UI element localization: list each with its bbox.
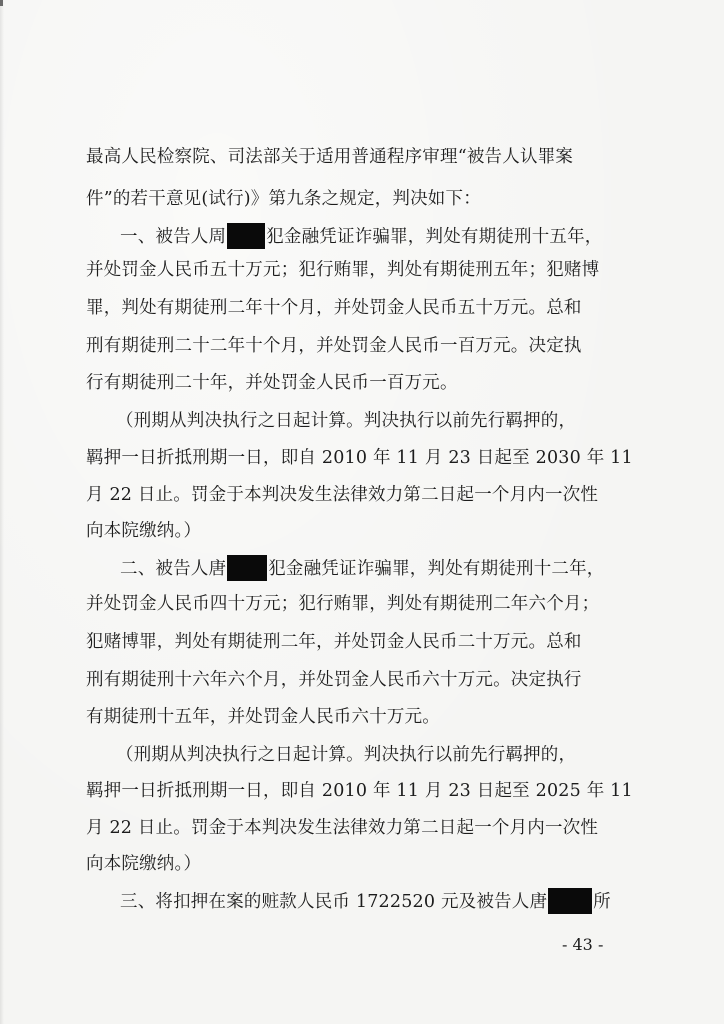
text-line: 有期徒刑十五年，并处罚金人民币六十万元。 bbox=[86, 707, 440, 727]
text-line: 羁押一日折抵刑期一日，即自 2010 年 11 月 23 日起至 2030 年 11 bbox=[86, 448, 633, 468]
text-line: （刑期从判决执行之日起计算。判决执行以前先行羁押的， bbox=[116, 411, 577, 431]
text-line: 罪，判处有期徒刑二年十个月，并处罚金人民币五十万元。总和 bbox=[86, 298, 582, 318]
text-segment: 三、将扣押在案的赃款人民币 1722520 元及被告人唐 bbox=[120, 892, 548, 912]
redaction-block bbox=[548, 888, 592, 914]
text-line: 行有期徒刑二十年，并处罚金人民币一百万元。 bbox=[86, 373, 458, 393]
text-segment: 二、被告人唐 bbox=[120, 559, 227, 579]
redaction-block bbox=[227, 223, 265, 249]
text-line: 月 22 日止。罚金于本判决发生法律效力第二日起一个月内一次性 bbox=[86, 818, 599, 838]
scan-artifact bbox=[0, 0, 3, 6]
text-segment: 所 bbox=[593, 892, 611, 912]
text-line-with-redaction bbox=[120, 223, 603, 249]
text-line: 月 22 日止。罚金于本判决发生法律效力第二日起一个月内一次性 bbox=[86, 485, 599, 505]
page-number: - 43 - bbox=[562, 935, 604, 954]
text-line: 刑有期徒刑二十二年十个月，并处罚金人民币一百万元。决定执 bbox=[86, 336, 582, 356]
text-segment: 一、被告人周 bbox=[120, 227, 227, 247]
text-line: （刑期从判决执行之日起计算。判决执行以前先行羁押的， bbox=[116, 745, 577, 765]
text-segment: 犯金融凭证诈骗罪，判处有期徒刑十五年， bbox=[266, 227, 603, 247]
text-line: 刑有期徒刑十六年六个月，并处罚金人民币六十万元。决定执行 bbox=[86, 670, 582, 690]
text-line-with-redaction bbox=[120, 888, 611, 914]
text-line: 羁押一日折抵刑期一日，即自 2010 年 11 月 23 日起至 2025 年 11 bbox=[86, 781, 633, 801]
text-line: 并处罚金人民币四十万元；犯行贿罪，判处有期徒刑二年六个月； bbox=[86, 594, 600, 614]
text-line: 向本院缴纳。） bbox=[86, 854, 202, 874]
text-line: 并处罚金人民币五十万元；犯行贿罪，判处有期徒刑五年；犯赌博 bbox=[86, 260, 600, 280]
text-line: 件”的若干意见(试行)》第九条之规定，判决如下： bbox=[86, 189, 481, 209]
text-line: 向本院缴纳。） bbox=[86, 521, 202, 541]
text-line: 最高人民检察院、司法部关于适用普通程序审理“被告人认罪案 bbox=[86, 147, 574, 167]
text-line: 犯赌博罪，判处有期徒刑二年，并处罚金人民币二十万元。总和 bbox=[86, 632, 582, 652]
text-line-with-redaction bbox=[120, 555, 605, 581]
redaction-block bbox=[227, 555, 267, 581]
text-segment: 犯金融凭证诈骗罪，判处有期徒刑十二年， bbox=[268, 559, 605, 579]
scan-edge-shadow bbox=[0, 0, 4, 1024]
